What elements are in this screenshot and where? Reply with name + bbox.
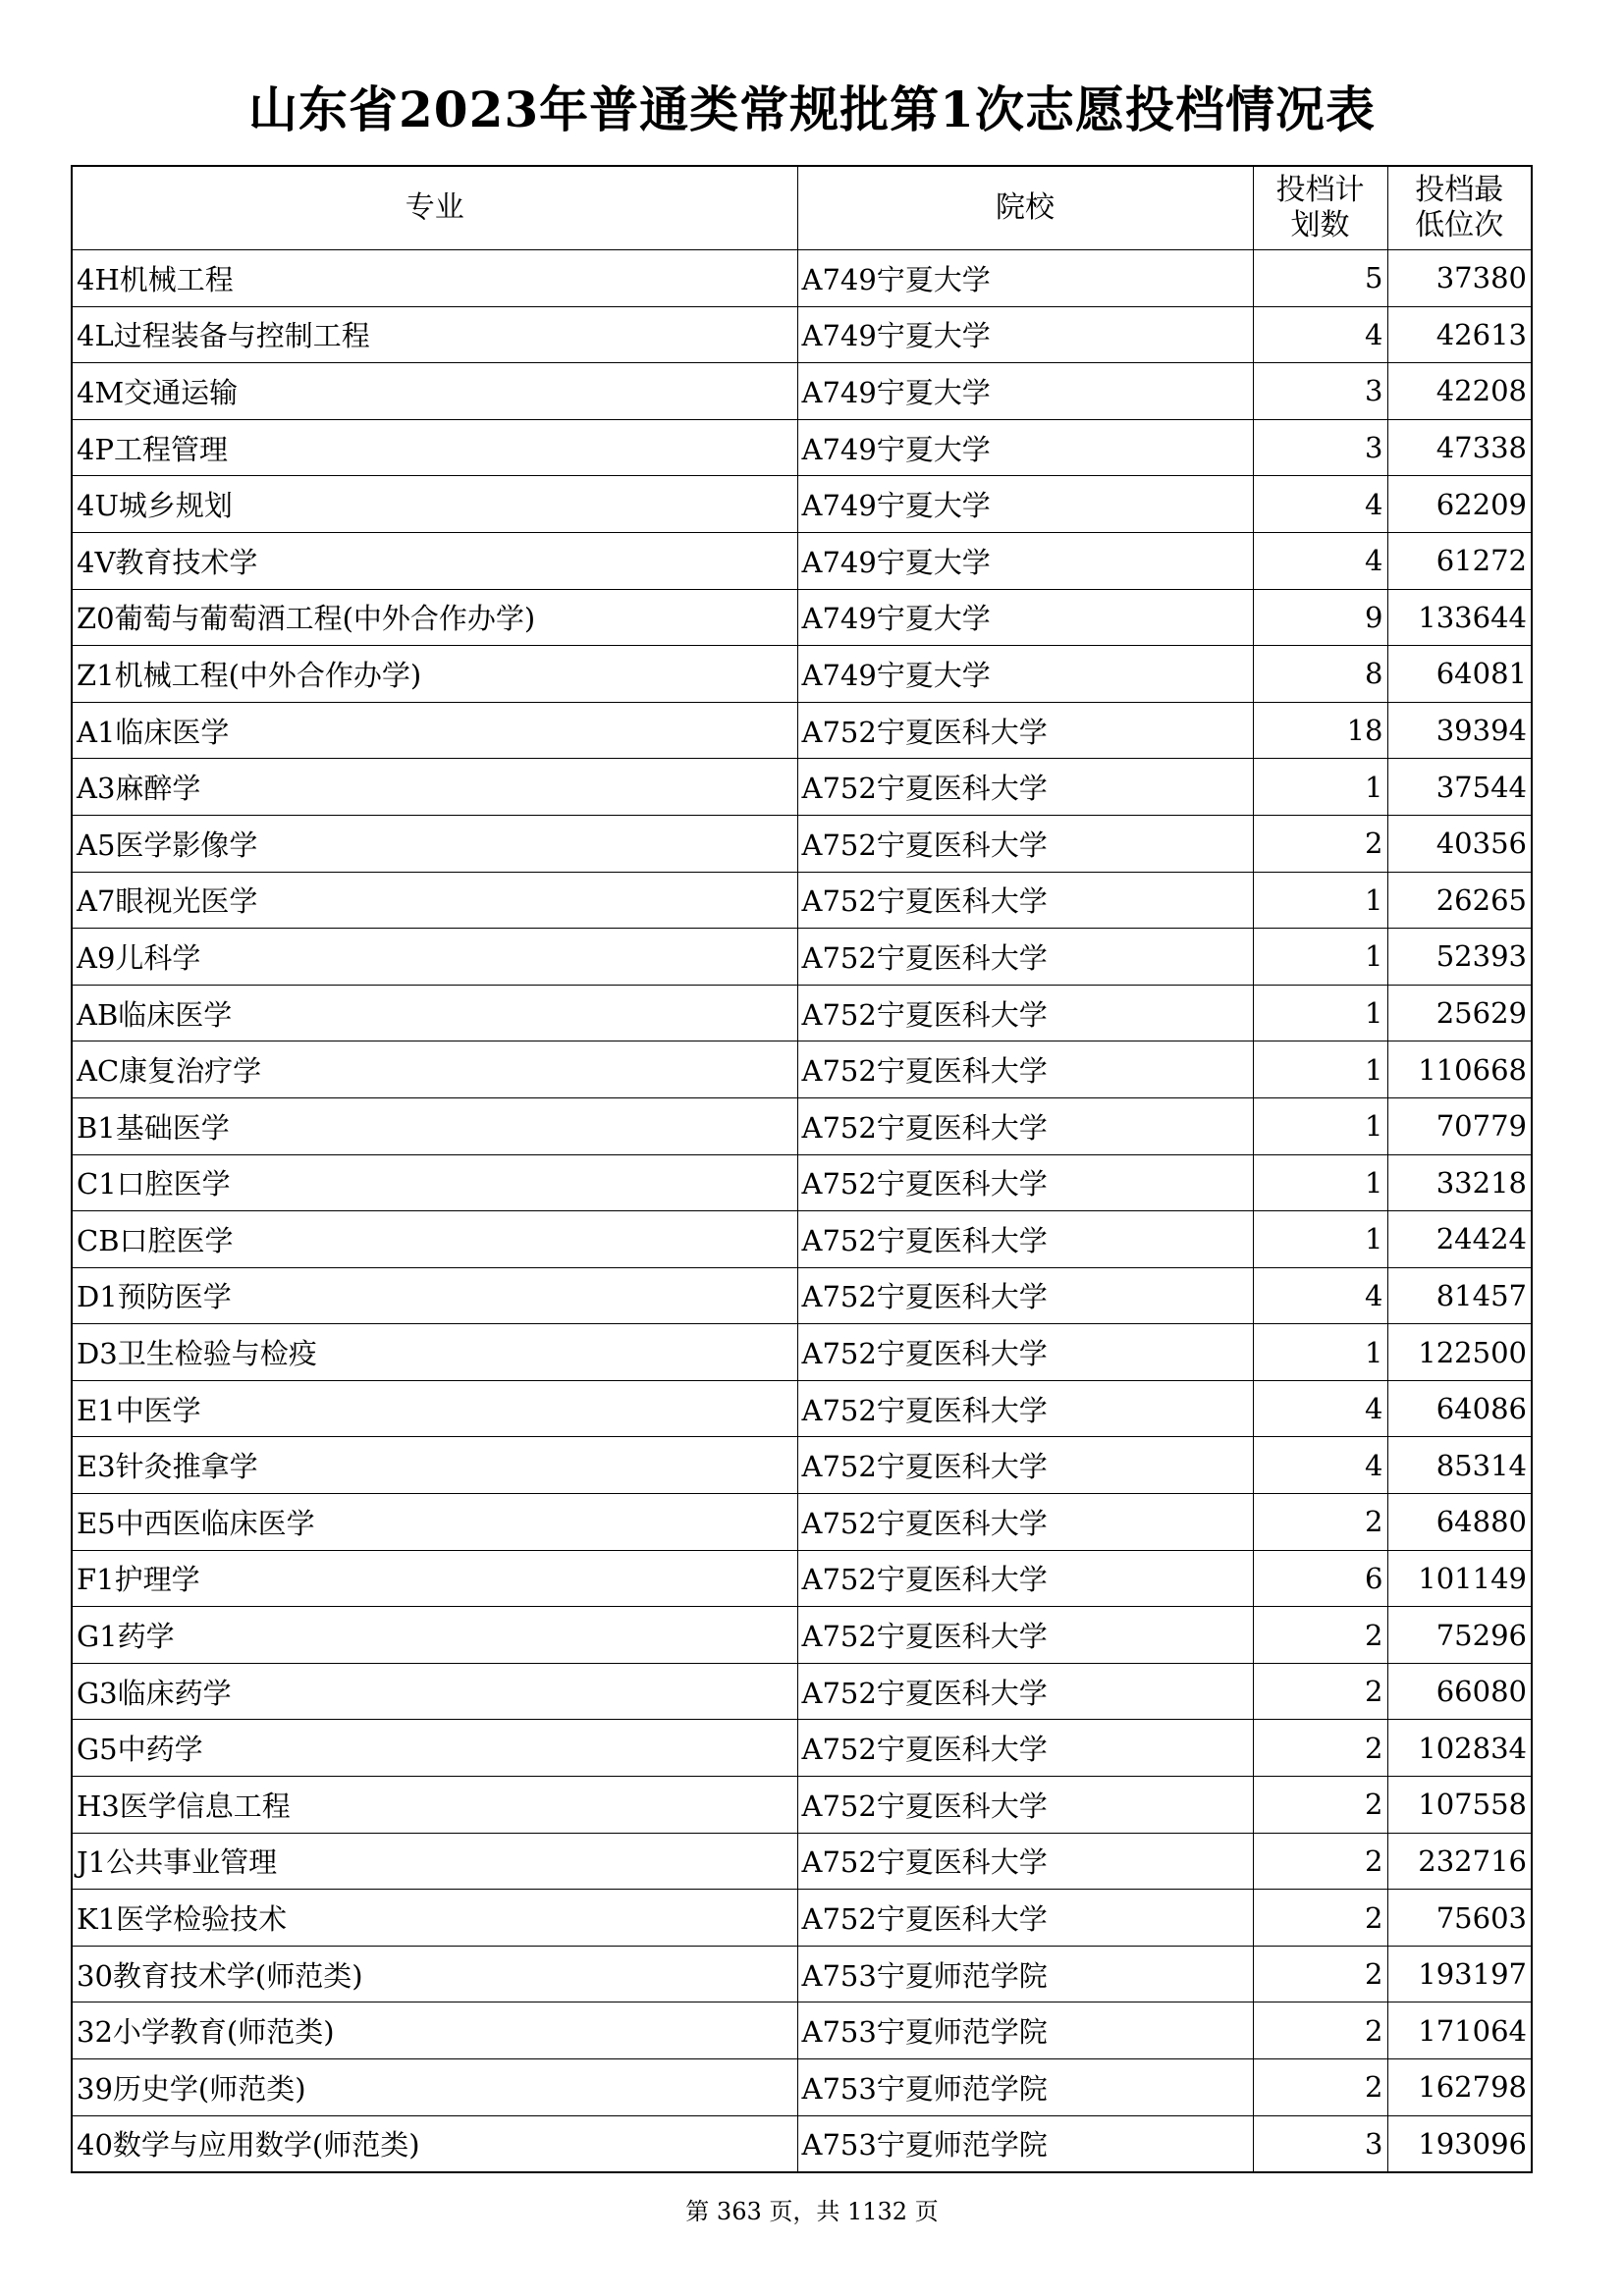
cell-plan: 3 [1253,419,1387,476]
cell-rank: 37544 [1387,759,1532,816]
cell-school: A752宁夏医科大学 [797,1041,1253,1098]
cell-rank: 162798 [1387,2059,1532,2116]
cell-major: D1预防医学 [72,1267,797,1324]
cell-school: A749宁夏大学 [797,419,1253,476]
table-row [72,306,1532,363]
cell-rank: 193096 [1387,2115,1532,2172]
table-row [72,1380,1532,1437]
cell-plan: 1 [1253,1041,1387,1098]
cell-rank: 52393 [1387,929,1532,986]
header-plan-line2: 划数 [1290,208,1350,242]
cell-school: A752宁夏医科大学 [797,1097,1253,1154]
cell-school: A752宁夏医科大学 [797,702,1253,759]
cell-school: A752宁夏医科大学 [797,815,1253,872]
cell-school: A753宁夏师范学院 [797,2115,1253,2172]
cell-school: A752宁夏医科大学 [797,1833,1253,1890]
cell-school: A752宁夏医科大学 [797,1211,1253,1268]
cell-rank: 47338 [1387,419,1532,476]
table-row [72,985,1532,1041]
table-row [72,1663,1532,1720]
cell-school: A753宁夏师范学院 [797,2002,1253,2059]
cell-major: AC康复治疗学 [72,1041,797,1098]
table-row [72,2115,1532,2172]
cell-school: A749宁夏大学 [797,589,1253,646]
page-title: 山东省2023年普通类常规批第1次志愿投档情况表 [248,80,1376,138]
cell-school: A752宁夏医科大学 [797,1663,1253,1720]
cell-school: A749宁夏大学 [797,363,1253,420]
cell-school: A753宁夏师范学院 [797,1946,1253,2002]
cell-rank: 42613 [1387,306,1532,363]
table-row [72,1494,1532,1551]
table-row [72,419,1532,476]
cell-rank: 75603 [1387,1890,1532,1947]
cell-major: A5医学影像学 [72,815,797,872]
cell-major: A7眼视光医学 [72,872,797,929]
admission-table [71,165,1533,2173]
cell-school: A752宁夏医科大学 [797,1267,1253,1324]
cell-school: A749宁夏大学 [797,646,1253,703]
table-row [72,1437,1532,1494]
cell-major: B1基础医学 [72,1097,797,1154]
table-header [72,166,1532,250]
cell-rank: 40356 [1387,815,1532,872]
header-rank [1387,166,1532,250]
cell-plan: 2 [1253,1720,1387,1777]
table-row [72,702,1532,759]
cell-major: 40数学与应用数学(师范类) [72,2115,797,2172]
cell-school: A753宁夏师范学院 [797,2059,1253,2116]
cell-rank: 64880 [1387,1494,1532,1551]
cell-major: K1医学检验技术 [72,1890,797,1947]
cell-rank: 33218 [1387,1154,1532,1211]
page-footer: 第 363 页，共 1132 页 [685,2198,939,2225]
cell-rank: 193197 [1387,1946,1532,2002]
cell-major: 4U城乡规划 [72,476,797,533]
cell-plan: 1 [1253,1324,1387,1381]
cell-rank: 107558 [1387,1777,1532,1834]
table-row [72,815,1532,872]
table-row [72,1607,1532,1664]
cell-school: A749宁夏大学 [797,532,1253,589]
cell-plan: 6 [1253,1550,1387,1607]
cell-school: A752宁夏医科大学 [797,1550,1253,1607]
cell-school: A749宁夏大学 [797,250,1253,307]
table-row [72,532,1532,589]
table-row [72,1777,1532,1834]
cell-school: A749宁夏大学 [797,306,1253,363]
table-row [72,1946,1532,2002]
cell-rank: 66080 [1387,1663,1532,1720]
cell-major: E1中医学 [72,1380,797,1437]
cell-rank: 26265 [1387,872,1532,929]
cell-major: E3针灸推拿学 [72,1437,797,1494]
cell-plan: 2 [1253,1833,1387,1890]
cell-rank: 101149 [1387,1550,1532,1607]
cell-major: 4V教育技术学 [72,532,797,589]
cell-rank: 62209 [1387,476,1532,533]
table-row [72,363,1532,420]
table-row [72,2002,1532,2059]
cell-major: 4P工程管理 [72,419,797,476]
table-row [72,1041,1532,1098]
cell-major: J1公共事业管理 [72,1833,797,1890]
cell-plan: 18 [1253,702,1387,759]
table-row [72,759,1532,816]
header-rank-line2: 低位次 [1415,208,1504,242]
table-row [72,1267,1532,1324]
table-row [72,1550,1532,1607]
cell-school: A752宁夏医科大学 [797,872,1253,929]
cell-major: 30教育技术学(师范类) [72,1946,797,2002]
cell-major: D3卫生检验与检疫 [72,1324,797,1381]
cell-major: G5中药学 [72,1720,797,1777]
table-row [72,929,1532,986]
cell-plan: 4 [1253,306,1387,363]
cell-plan: 1 [1253,759,1387,816]
cell-plan: 8 [1253,646,1387,703]
cell-school: A749宁夏大学 [797,476,1253,533]
cell-rank: 42208 [1387,363,1532,420]
table-body [72,250,1532,2173]
table-row [72,1833,1532,1890]
cell-school: A752宁夏医科大学 [797,1720,1253,1777]
cell-major: 32小学教育(师范类) [72,2002,797,2059]
table-row [72,1324,1532,1381]
cell-major: C1口腔医学 [72,1154,797,1211]
cell-plan: 2 [1253,2002,1387,2059]
cell-major: AB临床医学 [72,985,797,1041]
cell-rank: 102834 [1387,1720,1532,1777]
cell-rank: 64081 [1387,646,1532,703]
cell-major: A1临床医学 [72,702,797,759]
cell-major: A3麻醉学 [72,759,797,816]
table-row [72,646,1532,703]
cell-school: A752宁夏医科大学 [797,1380,1253,1437]
cell-rank: 133644 [1387,589,1532,646]
cell-rank: 75296 [1387,1607,1532,1664]
cell-rank: 24424 [1387,1211,1532,1268]
cell-plan: 2 [1253,2059,1387,2116]
cell-plan: 2 [1253,1494,1387,1551]
cell-rank: 85314 [1387,1437,1532,1494]
cell-rank: 110668 [1387,1041,1532,1098]
cell-plan: 3 [1253,363,1387,420]
cell-major: G3临床药学 [72,1663,797,1720]
cell-major: 4H机械工程 [72,250,797,307]
cell-plan: 2 [1253,1777,1387,1834]
cell-rank: 64086 [1387,1380,1532,1437]
table-row [72,872,1532,929]
table-row [72,1154,1532,1211]
cell-school: A752宁夏医科大学 [797,985,1253,1041]
table-row [72,1097,1532,1154]
cell-rank: 122500 [1387,1324,1532,1381]
cell-plan: 3 [1253,2115,1387,2172]
cell-plan: 5 [1253,250,1387,307]
cell-rank: 25629 [1387,985,1532,1041]
cell-major: F1护理学 [72,1550,797,1607]
cell-plan: 4 [1253,1267,1387,1324]
header-school: 院校 [797,166,1253,250]
table-row [72,476,1532,533]
cell-major: E5中西医临床医学 [72,1494,797,1551]
cell-plan: 1 [1253,985,1387,1041]
cell-school: A752宁夏医科大学 [797,1437,1253,1494]
header-plan [1253,166,1387,250]
cell-school: A752宁夏医科大学 [797,759,1253,816]
cell-plan: 2 [1253,1946,1387,2002]
cell-rank: 37380 [1387,250,1532,307]
cell-school: A752宁夏医科大学 [797,1890,1253,1947]
cell-plan: 4 [1253,476,1387,533]
cell-major: G1药学 [72,1607,797,1664]
cell-major: CB口腔医学 [72,1211,797,1268]
cell-plan: 4 [1253,1380,1387,1437]
cell-plan: 2 [1253,815,1387,872]
cell-major: H3医学信息工程 [72,1777,797,1834]
table-row [72,1720,1532,1777]
cell-plan: 1 [1253,1097,1387,1154]
cell-plan: 1 [1253,1211,1387,1268]
table-row [72,1211,1532,1268]
cell-major: Z1机械工程(中外合作办学) [72,646,797,703]
cell-school: A752宁夏医科大学 [797,1777,1253,1834]
table-row [72,2059,1532,2116]
cell-major: 4L过程装备与控制工程 [72,306,797,363]
cell-rank: 81457 [1387,1267,1532,1324]
cell-plan: 2 [1253,1663,1387,1720]
cell-plan: 2 [1253,1607,1387,1664]
cell-plan: 2 [1253,1890,1387,1947]
cell-rank: 70779 [1387,1097,1532,1154]
table-row [72,1890,1532,1947]
cell-school: A752宁夏医科大学 [797,1154,1253,1211]
header-plan-line1: 投档计 [1275,173,1365,207]
header-row [72,166,1532,250]
cell-plan: 1 [1253,872,1387,929]
cell-plan: 1 [1253,929,1387,986]
cell-plan: 4 [1253,532,1387,589]
cell-school: A752宁夏医科大学 [797,1607,1253,1664]
cell-rank: 232716 [1387,1833,1532,1890]
cell-school: A752宁夏医科大学 [797,1324,1253,1381]
table-row [72,250,1532,307]
header-rank-line1: 投档最 [1415,173,1504,207]
cell-major: 39历史学(师范类) [72,2059,797,2116]
cell-school: A752宁夏医科大学 [797,1494,1253,1551]
cell-major: A9儿科学 [72,929,797,986]
cell-rank: 39394 [1387,702,1532,759]
cell-rank: 61272 [1387,532,1532,589]
cell-plan: 9 [1253,589,1387,646]
header-major: 专业 [72,166,797,250]
cell-major: Z0葡萄与葡萄酒工程(中外合作办学) [72,589,797,646]
cell-plan: 4 [1253,1437,1387,1494]
cell-plan: 1 [1253,1154,1387,1211]
cell-rank: 171064 [1387,2002,1532,2059]
cell-major: 4M交通运输 [72,363,797,420]
cell-school: A752宁夏医科大学 [797,929,1253,986]
table-row [72,589,1532,646]
